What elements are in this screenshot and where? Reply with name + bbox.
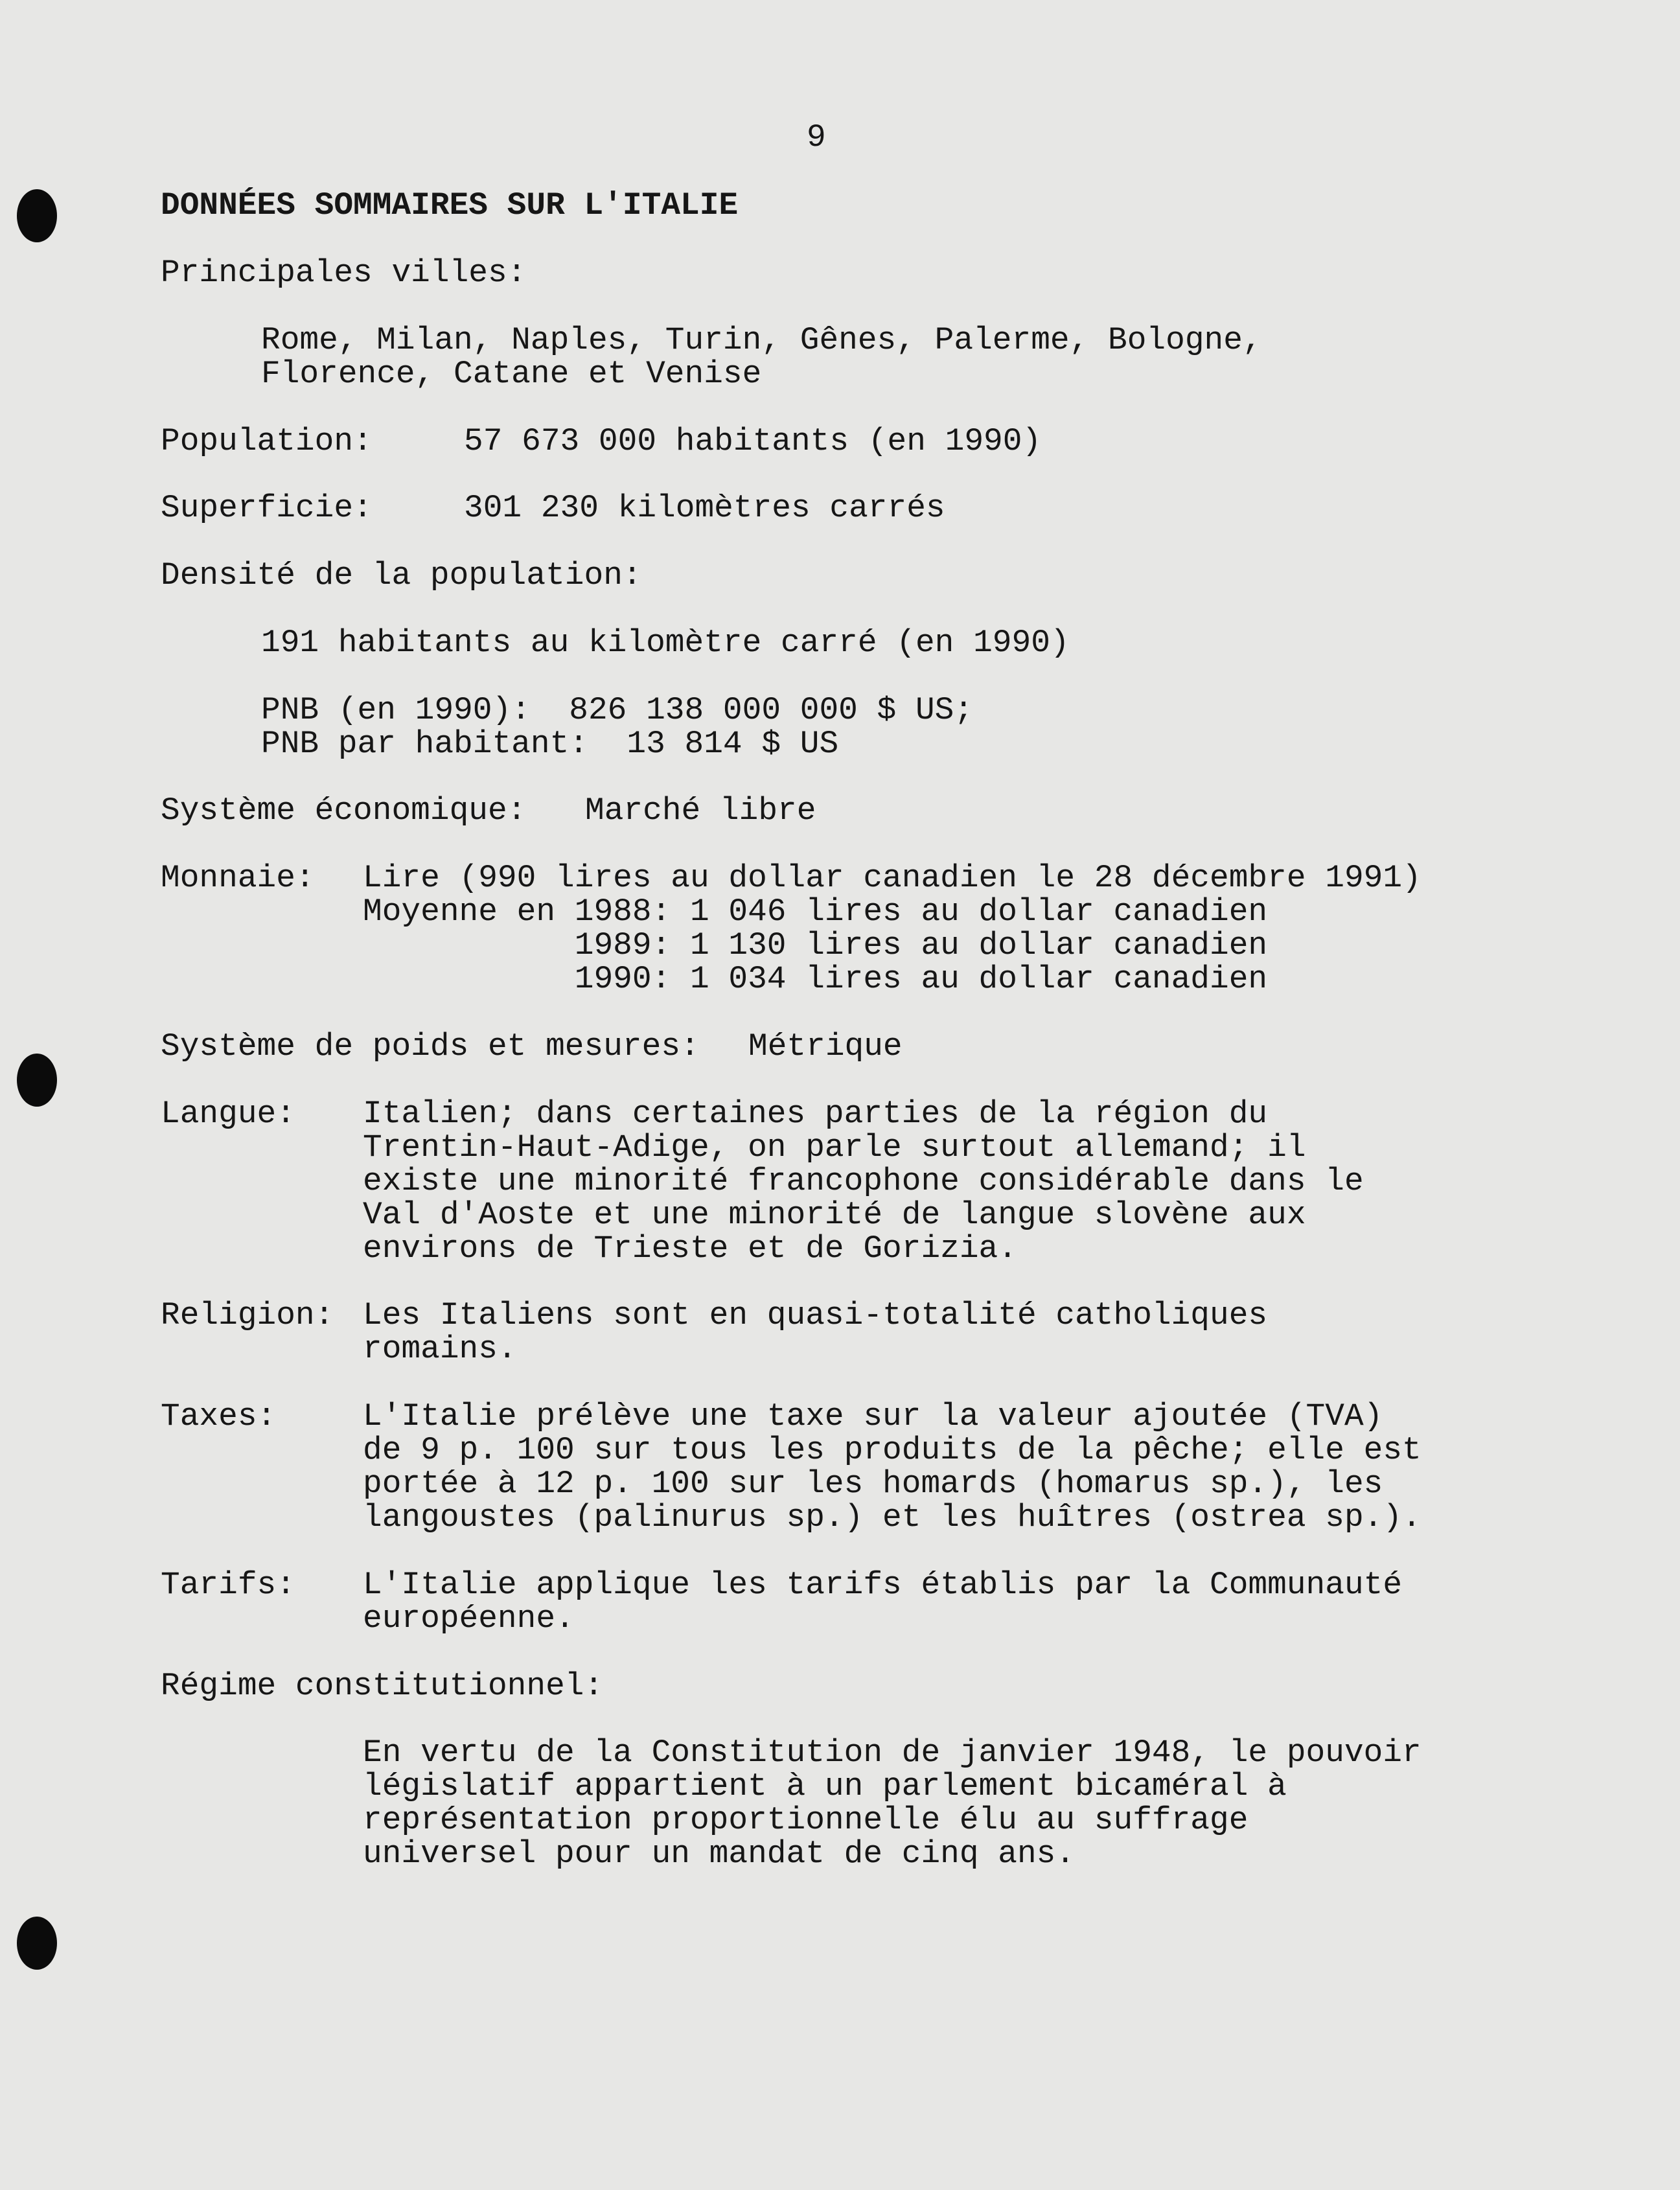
poids-mesures-value: Métrique xyxy=(748,1028,903,1065)
langue-line: existe une minorité francophone considérable dans le xyxy=(363,1163,1364,1199)
tarifs-line: européenne. xyxy=(363,1600,575,1637)
regime-label: Régime constitutionnel: xyxy=(161,1668,604,1704)
taxes-label: Taxes: xyxy=(161,1398,277,1435)
pnb-line: PNB par habitant: 13 814 $ US xyxy=(261,726,839,762)
densite-label: Densité de la population: xyxy=(161,557,642,594)
page-title: DONNÉES SOMMAIRES SUR L'ITALIE xyxy=(161,187,739,224)
binder-hole-bottom xyxy=(17,1917,57,1970)
monnaie-line: 1990: 1 034 lires au dollar canadien xyxy=(363,961,1268,997)
binder-hole-middle xyxy=(17,1054,57,1107)
binder-hole-top xyxy=(17,189,57,242)
taxes-line: portée à 12 p. 100 sur les homards (homarus sp.), les xyxy=(363,1466,1383,1502)
tarifs-line: L'Italie applique les tarifs établis par la Communauté xyxy=(363,1567,1403,1603)
tarifs-label: Tarifs: xyxy=(161,1567,295,1603)
religion-line: Les Italiens sont en quasi-totalité catholiques xyxy=(363,1297,1268,1333)
poids-mesures-label: Système de poids et mesures: xyxy=(161,1028,700,1065)
monnaie-label: Monnaie: xyxy=(161,860,315,896)
villes-label: Principales villes: xyxy=(161,255,527,291)
langue-line: environs de Trieste et de Gorizia. xyxy=(363,1230,1017,1267)
population-value: 57 673 000 habitants (en 1990) xyxy=(464,423,1042,459)
langue-line: Italien; dans certaines parties de la région du xyxy=(363,1096,1268,1132)
villes-line: Rome, Milan, Naples, Turin, Gênes, Palerme, Bologne, xyxy=(261,322,1262,358)
population-label: Population: xyxy=(161,423,373,459)
regime-line: législatif appartient à un parlement bicaméral à xyxy=(363,1768,1287,1804)
langue-label: Langue: xyxy=(161,1096,295,1132)
regime-line: En vertu de la Constitution de janvier 1948, le pouvoir xyxy=(363,1735,1421,1771)
regime-line: représentation proportionnelle élu au suffrage xyxy=(363,1802,1248,1838)
densite-value: 191 habitants au kilomètre carré (en 1990) xyxy=(261,625,1070,661)
religion-line: romains. xyxy=(363,1331,517,1367)
page-number: 9 xyxy=(807,119,826,156)
monnaie-line: Moyenne en 1988: 1 046 lires au dollar canadien xyxy=(363,893,1268,930)
langue-line: Val d'Aoste et une minorité de langue slovène aux xyxy=(363,1197,1306,1233)
superficie-label: Superficie: xyxy=(161,490,373,526)
systeme-economique-label: Système économique: xyxy=(161,792,527,829)
monnaie-line: 1989: 1 130 lires au dollar canadien xyxy=(363,927,1268,963)
monnaie-line: Lire (990 lires au dollar canadien le 28 décembre 1991) xyxy=(363,860,1421,896)
taxes-line: L'Italie prélève une taxe sur la valeur ajoutée (TVA) xyxy=(363,1398,1383,1435)
superficie-value: 301 230 kilomètres carrés xyxy=(464,490,945,526)
regime-line: universel pour un mandat de cinq ans. xyxy=(363,1836,1076,1872)
systeme-economique-value: Marché libre xyxy=(585,792,816,829)
taxes-line: langoustes (palinurus sp.) et les huîtres (ostrea sp.). xyxy=(363,1499,1421,1536)
langue-line: Trentin-Haut-Adige, on parle surtout allemand; il xyxy=(363,1129,1306,1166)
taxes-line: de 9 p. 100 sur tous les produits de la pêche; elle est xyxy=(363,1432,1421,1468)
villes-line: Florence, Catane et Venise xyxy=(261,356,762,392)
pnb-line: PNB (en 1990): 826 138 000 000 $ US; xyxy=(261,692,974,728)
religion-label: Religion: xyxy=(161,1297,334,1333)
